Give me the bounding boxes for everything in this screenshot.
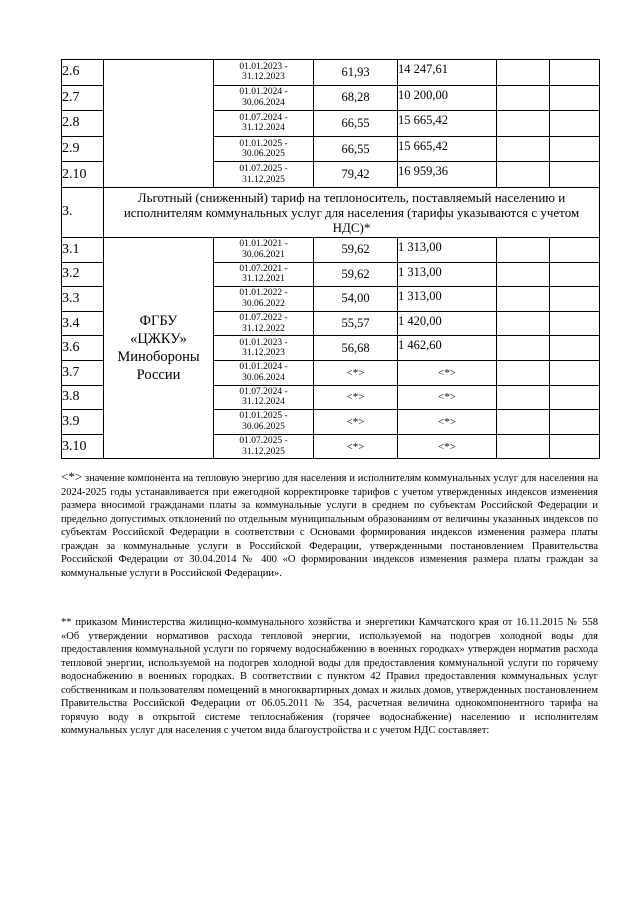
period-start: 01.01.2021 - [239,239,288,250]
tariff-value-1: 68,28 [314,85,398,111]
tariff-value-1: 56,68 [314,336,398,361]
empty-cell [497,336,550,361]
empty-cell [497,385,550,410]
empty-cell [497,410,550,435]
tariff-value-2: 1 313,00 [398,237,497,262]
period-cell [214,311,314,336]
period-start: 01.01.2024 - [239,362,288,373]
organization-name-line: «ЦЖКУ» [130,331,187,348]
empty-cell [550,262,600,287]
table-row [62,60,600,86]
empty-cell [550,85,600,111]
section-number: 3. [62,187,104,237]
row-number: 3.9 [62,410,104,435]
footnote-star [61,470,598,580]
empty-cell [550,162,600,188]
empty-cell [497,60,550,86]
empty-cell [497,111,550,137]
row-number: 2.7 [62,85,104,111]
tariff-value-2: <*> [398,385,497,410]
empty-cell [497,360,550,385]
tariff-table [61,59,600,459]
empty-cell [550,237,600,262]
period-end: 31.12.2024 [242,397,285,408]
period-end: 31.12.2023 [242,72,285,83]
period-start: 01.07.2025 - [239,164,288,175]
row-number: 3.6 [62,336,104,361]
tariff-value-1: 66,55 [314,111,398,137]
footnote-text: значение компонента на тепловую энергию для населения и исполнителям коммунальных услуг для населения на 2024-2025 годы устанавливается при ежегодной корректировке тарифов с учетом утвержденных индексов изменения размера вносимой гражданами платы за коммунальные услуги в среднем по субъектам Российской Федерации и предельно допустимых отклонений по отдельным муниципальным образованиям от величины указанных индексов по субъектам Российской Федерации в соответствии с Основами формирования индексов изменения размера платы граждан за коммунальные услуги в Российской Федерации, утвержденными постановлением Правительства Российской Федерации от 30.04.2014 № 400 «О формировании индексов изменения размера платы граждан за коммунальные услуги в Российской Федерации». [61,473,598,579]
period-end: 31.12.2025 [242,446,285,457]
empty-cell [550,311,600,336]
tariff-value-1: 66,55 [314,136,398,162]
period-cell [214,162,314,188]
period-start: 01.01.2024 - [239,87,288,98]
period-cell [214,410,314,435]
period-start: 01.07.2024 - [239,386,288,397]
period-cell [214,60,314,86]
empty-cell [550,60,600,86]
footnote-double-star: ** приказом Министерства жилищно-коммунального хозяйства и энергетики Камчатского края от 16.11.2015 № 558 «Об утверждении нормативов расхода тепловой энергии, используемой на подогрев холодной воды для предоставления коммунальной услуги по горячему водоснабжению в военных городках» утвержден норматив расхода тепловой энергии, используемой на подогрев холодной воды для предоставления коммунальной услуги по горячему водоснабжению в военных городках. В соответствии с пунктом 42 Правил предоставления коммунальных услуг собственникам и пользователям помещений в многоквартирных домах и жилых домов, утвержденных постановлением Правительства Российской Федерации от 06.05.2011 № 354, расчетная величина однокомпонентного тарифа на горячую воду в открытой системе теплоснабжения (горячее водоснабжение) населению и исполнителям коммунальных услуг для населения с учетом вида благоустройства и с учетом НДС составляет: [61,617,598,736]
empty-cell [497,237,550,262]
organization-name-line: России [136,367,181,384]
period-start: 01.07.2021 - [239,263,288,274]
empty-cell [497,434,550,459]
row-number: 2.6 [62,60,104,86]
period-end: 31.12.2024 [242,123,285,134]
period-start: 01.01.2025 - [239,411,288,422]
section-title: Льготный (сниженный) тариф на теплоноситель, поставляемый населению и исполнителям коммунальных услуг для населения (тарифы указываются с учетом НДС)* [104,187,600,237]
period-end: 30.06.2022 [242,298,285,309]
period-cell [214,287,314,312]
tariff-value-2: <*> [398,434,497,459]
tariff-value-2: 15 665,42 [398,136,497,162]
footnote-marker: <*> [61,469,83,484]
period-end: 30.06.2024 [242,97,285,108]
organization-name-line: ФГБУ [139,313,178,330]
tariff-value-1: 55,57 [314,311,398,336]
empty-cell [550,360,600,385]
tariff-value-2: 1 313,00 [398,262,497,287]
period-end: 30.06.2021 [242,249,285,260]
empty-cell [550,385,600,410]
row-number: 3.4 [62,311,104,336]
tariff-value-2: 1 313,00 [398,287,497,312]
row-number: 2.10 [62,162,104,188]
tariff-value-1: 79,42 [314,162,398,188]
empty-cell [497,136,550,162]
period-cell [214,262,314,287]
row-number: 3.8 [62,385,104,410]
row-number: 3.2 [62,262,104,287]
organization-cell-empty [104,60,214,188]
tariff-value-1: <*> [314,385,398,410]
period-cell [214,385,314,410]
tariff-value-2: 1 420,00 [398,311,497,336]
tariff-value-1: 59,62 [314,237,398,262]
tariff-value-2: 15 665,42 [398,111,497,137]
period-cell [214,336,314,361]
table-row [62,237,600,262]
tariff-value-2: 10 200,00 [398,85,497,111]
period-cell [214,136,314,162]
row-number: 3.3 [62,287,104,312]
empty-cell [497,262,550,287]
period-end: 31.12.2025 [242,174,285,185]
tariff-value-1: <*> [314,410,398,435]
empty-cell [550,111,600,137]
empty-cell [497,162,550,188]
tariff-value-1: 54,00 [314,287,398,312]
empty-cell [550,434,600,459]
empty-cell [550,136,600,162]
empty-cell [497,287,550,312]
period-cell [214,111,314,137]
empty-cell [550,287,600,312]
row-number: 2.8 [62,111,104,137]
period-start: 01.07.2022 - [239,313,288,324]
tariff-value-2: 1 462,60 [398,336,497,361]
organization-name-line: Минобороны [117,349,200,366]
period-cell [214,237,314,262]
period-end: 30.06.2025 [242,149,285,160]
period-end: 30.06.2024 [242,372,285,383]
tariff-value-1: 59,62 [314,262,398,287]
tariff-value-2: 14 247,61 [398,60,497,86]
period-end: 31.12.2021 [242,274,285,285]
tariff-value-2: 16 959,36 [398,162,497,188]
empty-cell [550,336,600,361]
period-start: 01.01.2022 - [239,288,288,299]
period-cell [214,360,314,385]
period-start: 01.01.2025 - [239,138,288,149]
empty-cell [550,410,600,435]
organization-name [104,237,214,458]
period-start: 01.01.2023 - [239,61,288,72]
empty-cell [497,311,550,336]
period-start: 01.07.2025 - [239,436,288,447]
tariff-value-2: <*> [398,410,497,435]
period-end: 30.06.2025 [242,421,285,432]
period-start: 01.07.2024 - [239,112,288,123]
tariff-value-1: <*> [314,360,398,385]
period-cell [214,85,314,111]
row-number: 3.1 [62,237,104,262]
period-start: 01.01.2023 - [239,337,288,348]
section-row [62,187,600,237]
period-cell [214,434,314,459]
tariff-value-1: 61,93 [314,60,398,86]
tariff-value-1: <*> [314,434,398,459]
row-number: 2.9 [62,136,104,162]
tariff-value-2: <*> [398,360,497,385]
row-number: 3.10 [62,434,104,459]
row-number: 3.7 [62,360,104,385]
period-end: 31.12.2022 [242,323,285,334]
empty-cell [497,85,550,111]
period-end: 31.12.2023 [242,348,285,359]
